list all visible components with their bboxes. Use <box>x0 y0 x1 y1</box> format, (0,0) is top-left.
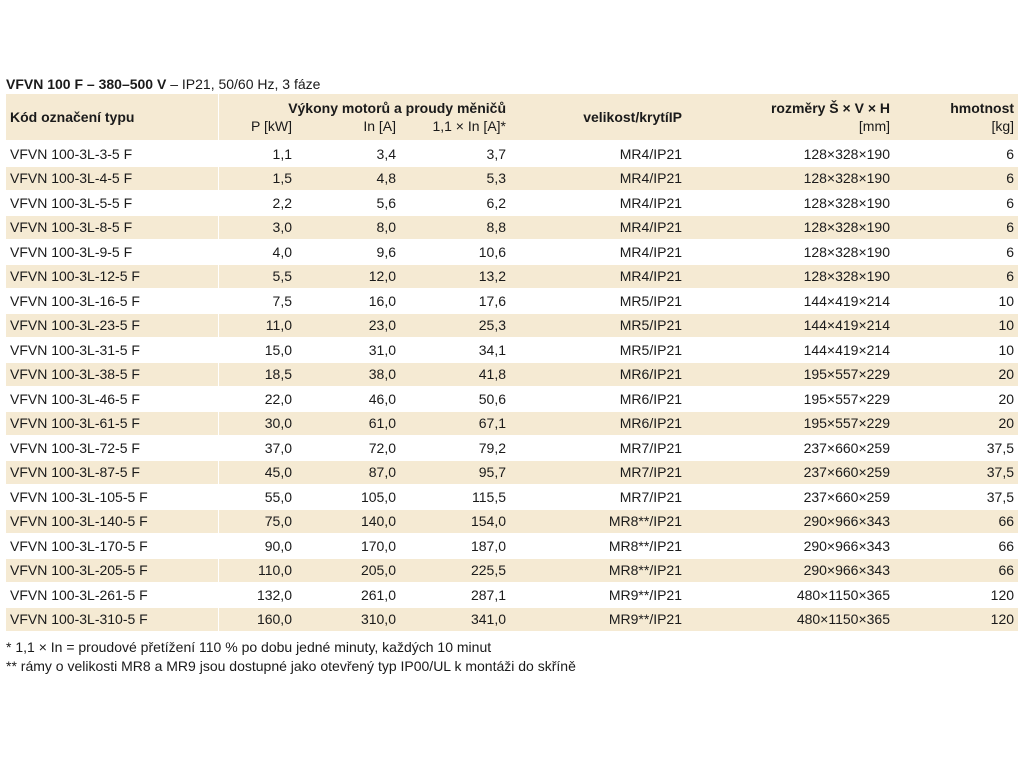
cell-in11: 79,2 <box>400 436 510 461</box>
cell-kod: VFVN 100-3L-170-5 F <box>6 534 218 559</box>
table-row <box>6 583 1018 608</box>
cell-in: 72,0 <box>296 436 400 461</box>
cell-in: 310,0 <box>296 607 400 632</box>
cell-velikost: MR7/IP21 <box>510 485 686 510</box>
cell-rozmery: 144×419×214 <box>686 289 894 314</box>
cell-velikost: MR4/IP21 <box>510 191 686 216</box>
cell-p: 55,0 <box>218 485 296 510</box>
cell-kod: VFVN 100-3L-46-5 F <box>6 387 218 412</box>
cell-in: 12,0 <box>296 264 400 289</box>
caption-spec: – IP21, 50/60 Hz, 3 fáze <box>166 76 321 92</box>
cell-velikost: MR7/IP21 <box>510 460 686 485</box>
header-velikost: velikost/krytíIP <box>510 94 686 141</box>
cell-rozmery: 128×328×190 <box>686 141 894 166</box>
cell-in: 38,0 <box>296 362 400 387</box>
cell-velikost: MR4/IP21 <box>510 166 686 191</box>
cell-in11: 115,5 <box>400 485 510 510</box>
cell-kod: VFVN 100-3L-8-5 F <box>6 215 218 240</box>
cell-in11: 34,1 <box>400 338 510 363</box>
cell-rozmery: 237×660×259 <box>686 485 894 510</box>
cell-hmotnost: 10 <box>894 289 1018 314</box>
cell-hmotnost: 37,5 <box>894 460 1018 485</box>
cell-p: 22,0 <box>218 387 296 412</box>
cell-p: 30,0 <box>218 411 296 436</box>
cell-kod: VFVN 100-3L-9-5 F <box>6 240 218 265</box>
cell-in: 105,0 <box>296 485 400 510</box>
cell-rozmery: 195×557×229 <box>686 411 894 436</box>
cell-in: 3,4 <box>296 141 400 166</box>
cell-p: 7,5 <box>218 289 296 314</box>
cell-p: 90,0 <box>218 534 296 559</box>
cell-p: 1,5 <box>218 166 296 191</box>
cell-hmotnost: 6 <box>894 215 1018 240</box>
header-kod: Kód označení typu <box>6 94 218 141</box>
cell-velikost: MR4/IP21 <box>510 264 686 289</box>
cell-in11: 25,3 <box>400 313 510 338</box>
header-hmotnost: hmotnost <box>894 94 1018 117</box>
cell-in11: 154,0 <box>400 509 510 534</box>
cell-in11: 41,8 <box>400 362 510 387</box>
cell-hmotnost: 6 <box>894 141 1018 166</box>
cell-in11: 13,2 <box>400 264 510 289</box>
cell-rozmery: 480×1150×365 <box>686 607 894 632</box>
cell-velikost: MR5/IP21 <box>510 338 686 363</box>
cell-p: 11,0 <box>218 313 296 338</box>
table-row <box>6 411 1018 436</box>
cell-velikost: MR9**/IP21 <box>510 607 686 632</box>
cell-hmotnost: 6 <box>894 166 1018 191</box>
cell-rozmery: 128×328×190 <box>686 240 894 265</box>
table-row <box>6 485 1018 510</box>
table-row <box>6 264 1018 289</box>
cell-in11: 8,8 <box>400 215 510 240</box>
cell-in11: 10,6 <box>400 240 510 265</box>
cell-rozmery: 144×419×214 <box>686 313 894 338</box>
table-row <box>6 509 1018 534</box>
table-row <box>6 460 1018 485</box>
table-row <box>6 313 1018 338</box>
cell-p: 110,0 <box>218 558 296 583</box>
cell-kod: VFVN 100-3L-31-5 F <box>6 338 218 363</box>
cell-in11: 50,6 <box>400 387 510 412</box>
footnote-frames: ** rámy o velikosti MR8 a MR9 jsou dostupné jako otevřený typ IP00/UL k montáži do skříně <box>6 658 576 674</box>
cell-in: 31,0 <box>296 338 400 363</box>
cell-hmotnost: 6 <box>894 191 1018 216</box>
cell-p: 132,0 <box>218 583 296 608</box>
table-row <box>6 387 1018 412</box>
cell-rozmery: 290×966×343 <box>686 509 894 534</box>
cell-in: 87,0 <box>296 460 400 485</box>
cell-p: 2,2 <box>218 191 296 216</box>
cell-rozmery: 480×1150×365 <box>686 583 894 608</box>
cell-hmotnost: 20 <box>894 362 1018 387</box>
cell-in: 5,6 <box>296 191 400 216</box>
cell-velikost: MR8**/IP21 <box>510 558 686 583</box>
cell-in11: 5,3 <box>400 166 510 191</box>
cell-velikost: MR5/IP21 <box>510 289 686 314</box>
cell-velikost: MR4/IP21 <box>510 141 686 166</box>
cell-in: 4,8 <box>296 166 400 191</box>
cell-kod: VFVN 100-3L-140-5 F <box>6 509 218 534</box>
cell-hmotnost: 6 <box>894 264 1018 289</box>
cell-in: 9,6 <box>296 240 400 265</box>
cell-in: 8,0 <box>296 215 400 240</box>
header-rozmery: rozměry Š × V × H <box>686 94 894 117</box>
cell-hmotnost: 10 <box>894 338 1018 363</box>
cell-kod: VFVN 100-3L-5-5 F <box>6 191 218 216</box>
cell-rozmery: 290×966×343 <box>686 558 894 583</box>
cell-in: 23,0 <box>296 313 400 338</box>
cell-in: 46,0 <box>296 387 400 412</box>
cell-kod: VFVN 100-3L-61-5 F <box>6 411 218 436</box>
cell-velikost: MR4/IP21 <box>510 240 686 265</box>
cell-in11: 341,0 <box>400 607 510 632</box>
header-vykony: Výkony motorů a proudy měničů <box>218 94 510 117</box>
cell-rozmery: 290×966×343 <box>686 534 894 559</box>
cell-velikost: MR6/IP21 <box>510 387 686 412</box>
table-row <box>6 436 1018 461</box>
table-row <box>6 166 1018 191</box>
cell-p: 45,0 <box>218 460 296 485</box>
cell-in11: 95,7 <box>400 460 510 485</box>
product-table <box>6 94 1018 632</box>
cell-in11: 187,0 <box>400 534 510 559</box>
cell-rozmery: 128×328×190 <box>686 215 894 240</box>
cell-kod: VFVN 100-3L-310-5 F <box>6 607 218 632</box>
header-in: In [A] <box>296 117 400 141</box>
caption-model: VFVN 100 F – 380–500 V <box>6 76 167 92</box>
cell-p: 18,5 <box>218 362 296 387</box>
cell-hmotnost: 66 <box>894 534 1018 559</box>
cell-kod: VFVN 100-3L-12-5 F <box>6 264 218 289</box>
cell-velikost: MR8**/IP21 <box>510 534 686 559</box>
cell-kod: VFVN 100-3L-72-5 F <box>6 436 218 461</box>
table-row <box>6 558 1018 583</box>
cell-in11: 3,7 <box>400 141 510 166</box>
cell-velikost: MR9**/IP21 <box>510 583 686 608</box>
header-rozmery-unit: [mm] <box>686 117 894 141</box>
cell-rozmery: 128×328×190 <box>686 191 894 216</box>
cell-hmotnost: 6 <box>894 240 1018 265</box>
cell-p: 15,0 <box>218 338 296 363</box>
cell-in: 61,0 <box>296 411 400 436</box>
table-row <box>6 141 1018 166</box>
cell-in11: 287,1 <box>400 583 510 608</box>
cell-in: 16,0 <box>296 289 400 314</box>
table-caption <box>6 74 1018 94</box>
table-row <box>6 191 1018 216</box>
spec-document <box>6 74 1018 676</box>
table-row <box>6 240 1018 265</box>
cell-hmotnost: 37,5 <box>894 485 1018 510</box>
cell-kod: VFVN 100-3L-105-5 F <box>6 485 218 510</box>
header-in11: 1,1 × In [A]* <box>400 117 510 141</box>
table-row <box>6 289 1018 314</box>
cell-in11: 67,1 <box>400 411 510 436</box>
table-row <box>6 338 1018 363</box>
footnote-overload: * 1,1 × In = proudové přetížení 110 % po dobu jedné minuty, každých 10 minut <box>6 639 492 655</box>
cell-in: 261,0 <box>296 583 400 608</box>
cell-velikost: MR7/IP21 <box>510 436 686 461</box>
cell-kod: VFVN 100-3L-87-5 F <box>6 460 218 485</box>
cell-rozmery: 144×419×214 <box>686 338 894 363</box>
cell-p: 5,5 <box>218 264 296 289</box>
cell-hmotnost: 10 <box>894 313 1018 338</box>
header-hmotnost-unit: [kg] <box>894 117 1018 141</box>
cell-kod: VFVN 100-3L-205-5 F <box>6 558 218 583</box>
cell-velikost: MR6/IP21 <box>510 362 686 387</box>
cell-in: 170,0 <box>296 534 400 559</box>
cell-hmotnost: 66 <box>894 509 1018 534</box>
cell-hmotnost: 66 <box>894 558 1018 583</box>
cell-kod: VFVN 100-3L-23-5 F <box>6 313 218 338</box>
cell-velikost: MR5/IP21 <box>510 313 686 338</box>
cell-rozmery: 237×660×259 <box>686 460 894 485</box>
table-row <box>6 607 1018 632</box>
cell-hmotnost: 37,5 <box>894 436 1018 461</box>
cell-velikost: MR8**/IP21 <box>510 509 686 534</box>
cell-in: 205,0 <box>296 558 400 583</box>
table-row <box>6 215 1018 240</box>
cell-rozmery: 195×557×229 <box>686 362 894 387</box>
table-row <box>6 362 1018 387</box>
cell-velikost: MR4/IP21 <box>510 215 686 240</box>
cell-in11: 225,5 <box>400 558 510 583</box>
cell-velikost: MR6/IP21 <box>510 411 686 436</box>
cell-rozmery: 128×328×190 <box>686 166 894 191</box>
cell-p: 160,0 <box>218 607 296 632</box>
cell-in: 140,0 <box>296 509 400 534</box>
cell-p: 4,0 <box>218 240 296 265</box>
table-row <box>6 534 1018 559</box>
cell-in11: 17,6 <box>400 289 510 314</box>
cell-kod: VFVN 100-3L-16-5 F <box>6 289 218 314</box>
cell-hmotnost: 120 <box>894 607 1018 632</box>
cell-hmotnost: 20 <box>894 411 1018 436</box>
cell-hmotnost: 120 <box>894 583 1018 608</box>
cell-rozmery: 237×660×259 <box>686 436 894 461</box>
cell-p: 75,0 <box>218 509 296 534</box>
cell-p: 37,0 <box>218 436 296 461</box>
cell-kod: VFVN 100-3L-261-5 F <box>6 583 218 608</box>
cell-p: 1,1 <box>218 141 296 166</box>
footnotes <box>6 638 1018 676</box>
cell-kod: VFVN 100-3L-38-5 F <box>6 362 218 387</box>
cell-in11: 6,2 <box>400 191 510 216</box>
cell-rozmery: 195×557×229 <box>686 387 894 412</box>
cell-p: 3,0 <box>218 215 296 240</box>
cell-kod: VFVN 100-3L-3-5 F <box>6 141 218 166</box>
cell-hmotnost: 20 <box>894 387 1018 412</box>
header-p: P [kW] <box>218 117 296 141</box>
cell-kod: VFVN 100-3L-4-5 F <box>6 166 218 191</box>
cell-rozmery: 128×328×190 <box>686 264 894 289</box>
